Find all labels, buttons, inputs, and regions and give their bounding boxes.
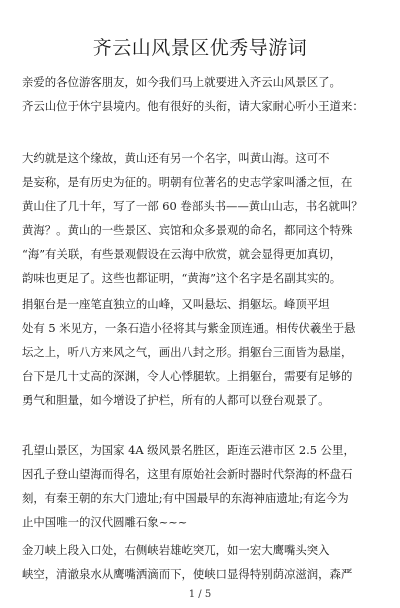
body-line: 止中国唯一的汉代圆雕石象~~~ (22, 515, 188, 529)
body-line: 捐躯台是一座笔直独立的山峰，又叫悬坛、捐躯坛。峰顶平坦 (22, 297, 330, 311)
body-line: 处有 5 米见方，一条石造小径将其与紫金顶连通。相传伏羲坐于悬 (22, 321, 356, 335)
body-line: 孔望山景区，为国家 4A 级风景名胜区，距连云港市区 2.5 公里， (22, 443, 355, 457)
body-line: 台下是几十丈高的深渊，令人心悸腿软。上捐躯台，需要有足够的 (22, 369, 353, 383)
body-line: 韵味也更足了。这些也都证明，“黄海”这个名字是名副其实的。 (22, 271, 342, 285)
page-indicator: 1 / 5 (188, 589, 212, 600)
body-line: 黄山住了几十年，写了一部 60 卷部头书——黄山山志，书名就叫？ (22, 199, 363, 213)
body-line: 亲爱的各位游客朋友，如今我们马上就要进入齐云山风景区了。 (22, 75, 341, 89)
body-line: 坛之上，听八方来风之气，画出八封之形。捐躯台三面皆为悬崖， (22, 345, 353, 359)
body-line: 大约就是这个缘故，黄山还有另一个名字，叫黄山海。这可不 (22, 151, 330, 165)
body-line: 因孔子登山望海而得名，这里有原始社会新时器时代祭海的杯盘石 (22, 467, 353, 481)
body-line: 金刀峡上段入口处，右侧峡岩雄屹突兀，如一宏大鹰嘴头突入 (22, 543, 330, 557)
body-line: “海”有关联，有些景观假设在云海中欣赏，就会显得更加真切， (22, 247, 342, 261)
document-title: 齐云山风景区优秀导游词 (92, 37, 308, 59)
body-line: 勇气和胆量，如今增设了护栏，所有的人都可以登台观景了。 (22, 393, 330, 407)
body-line: 齐云山位于休宁县境内。他有很好的头衔，请大家耐心听小王道来： (22, 99, 364, 113)
body-line: 刻，有秦王朝的东大门遗址;有中国最早的东海神庙遗址;有迄今为 (22, 491, 349, 505)
body-line: 黄海？。黄山的一些景区、宾馆和众多景观的命名，都同这个特殊 (22, 223, 353, 237)
body-line: 峡空，清澈泉水从鹰嘴洒滴而下，使峡口显得特别荫凉滋润，森严 (22, 567, 353, 581)
body-line: 是妄称，是有历史为征的。明朝有位著名的史志学家叫潘之恒，在 (22, 175, 353, 189)
